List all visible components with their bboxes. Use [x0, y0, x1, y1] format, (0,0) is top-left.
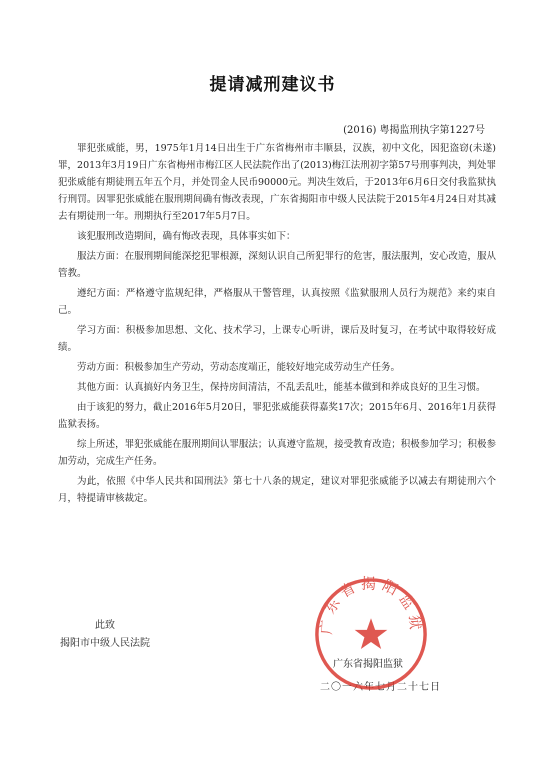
paragraph-case-background: 罪犯张威能，男，1975年1月14日出生于广东省梅州市丰顺县，汉族，初中文化，因犯盗窃(未遂)罪，2013年3月19日广东省梅州市梅江区人民法院作出了(2013)梅江法刑初字第57号刑事判决，判处罪犯张威能有期徒刑五年五个月，并处罚金人民币90000元。判决生效后，于2013年6月6日交付我监狱执行刑罚。因罪犯张威能在服刑期间确有悔改表现，广东省揭阳市中级人民法院于2015年4月24日对其减去有期徒刑一年。刑期执行至2017年5月7日。 [58, 143, 496, 222]
paragraph-summary: 综上所述，罪犯张威能在服刑期间认罪服法；认真遵守监规，接受教育改造；积极参加学习；积极参加劳动，完成生产任务。 [58, 439, 496, 467]
signer-name: 广东省揭阳监狱 [333, 659, 403, 670]
svg-text:广东省揭阳监狱: 广东省揭阳监狱 [318, 575, 424, 636]
paragraph-labor: 劳动方面：积极参加生产劳动，劳动态度端正，能较好地完成劳动生产任务。 [77, 362, 401, 373]
signing-date: 二〇一六年七月二十七日 [320, 682, 441, 693]
paragraph-other: 其他方面：认真搞好内务卫生，保持房间清洁，不乱丢乱吐，能基本做到和养成良好的卫生习惯。 [77, 382, 486, 393]
paragraph-recommendation: 为此，依照《中华人民共和国刑法》第七十八条的规定，建议对罪犯张威能予以减去有期徒刑六个月，特提请审核裁定。 [58, 476, 496, 504]
paragraph-rewards: 由于该犯的努力，截止2016年5月20日，罪犯张威能获得嘉奖17次；2015年6月、2016年1月获得监狱表扬。 [58, 402, 496, 430]
document-title: 提请减刑建议书 [209, 75, 336, 95]
closing-label: 此致 [95, 620, 115, 631]
paragraph-discipline: 遵纪方面：严格遵守监规纪律，严格服从干警管理，认真按照《监狱服刑人员行为规范》来约束自己。 [58, 288, 496, 316]
document-number: (2016) 粤揭监刑执字第1227号 [343, 125, 485, 136]
official-seal-icon [312, 575, 430, 693]
paragraph-obeying-law: 服法方面：在服刑期间能深挖犯罪根源，深刻认识自己所犯罪行的危害，服法服判，安心改造，服从管教。 [58, 251, 496, 279]
paragraph-study: 学习方面：积极参加思想、文化、技术学习，上课专心听讲，课后及时复习，在考试中取得较好成绩。 [58, 325, 496, 353]
recipient-court: 揭阳市中级人民法院 [60, 638, 150, 649]
document-body [58, 140, 496, 510]
paragraph-intro: 该犯服刑改造期间，确有悔改表现，具体事实如下： [77, 231, 296, 242]
